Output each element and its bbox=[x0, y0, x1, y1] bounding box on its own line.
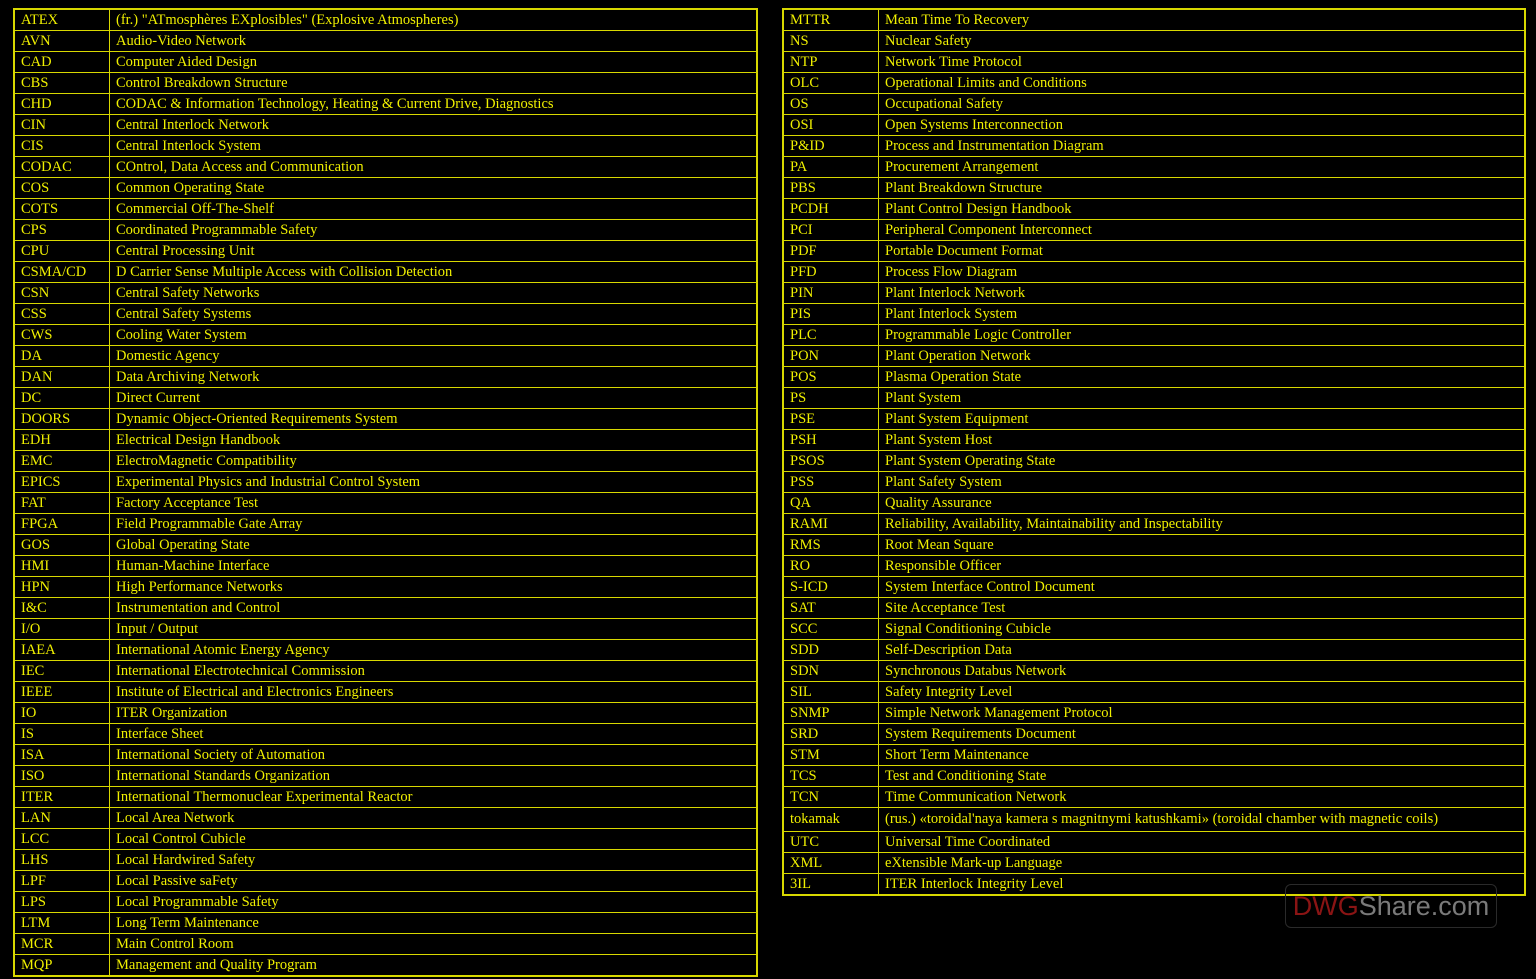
acronym-cell: ITER bbox=[14, 787, 110, 808]
definition-cell: Local Passive saFety bbox=[110, 871, 758, 892]
definition-cell: Factory Acceptance Test bbox=[110, 493, 758, 514]
acronym-cell: LTM bbox=[14, 913, 110, 934]
table-row bbox=[783, 703, 1525, 724]
table-row bbox=[14, 787, 757, 808]
definition-cell: International Society of Automation bbox=[110, 745, 758, 766]
acronym-cell: PDF bbox=[783, 241, 879, 262]
acronym-cell: HMI bbox=[14, 556, 110, 577]
table-row bbox=[14, 115, 757, 136]
acronym-cell: PSE bbox=[783, 409, 879, 430]
acronym-cell: DC bbox=[14, 388, 110, 409]
acronym-cell: NS bbox=[783, 31, 879, 52]
table-row bbox=[14, 94, 757, 115]
table-row bbox=[783, 304, 1525, 325]
definition-cell: Plant Control Design Handbook bbox=[879, 199, 1526, 220]
table-row bbox=[783, 745, 1525, 766]
table-row bbox=[783, 241, 1525, 262]
table-row bbox=[14, 430, 757, 451]
definition-cell: Main Control Room bbox=[110, 934, 758, 955]
acronym-cell: XML bbox=[783, 853, 879, 874]
definition-cell: Self-Description Data bbox=[879, 640, 1526, 661]
table-row bbox=[14, 556, 757, 577]
acronym-cell: POS bbox=[783, 367, 879, 388]
definition-cell: Domestic Agency bbox=[110, 346, 758, 367]
acronym-cell: I&C bbox=[14, 598, 110, 619]
table-row bbox=[783, 514, 1525, 535]
table-row bbox=[14, 808, 757, 829]
definition-cell: Process and Instrumentation Diagram bbox=[879, 136, 1526, 157]
definition-cell: International Thermonuclear Experimental Reactor bbox=[110, 787, 758, 808]
acronym-cell: PCDH bbox=[783, 199, 879, 220]
definition-cell: Site Acceptance Test bbox=[879, 598, 1526, 619]
table-row bbox=[783, 853, 1525, 874]
acronym-cell: STM bbox=[783, 745, 879, 766]
definition-cell: Operational Limits and Conditions bbox=[879, 73, 1526, 94]
definition-cell: Audio-Video Network bbox=[110, 31, 758, 52]
definition-cell: Institute of Electrical and Electronics Engineers bbox=[110, 682, 758, 703]
acronym-cell: MCR bbox=[14, 934, 110, 955]
acronym-cell: TCS bbox=[783, 766, 879, 787]
definition-cell: Dynamic Object-Oriented Requirements System bbox=[110, 409, 758, 430]
table-row bbox=[783, 598, 1525, 619]
acronym-table-right bbox=[782, 8, 1526, 896]
definition-cell: Network Time Protocol bbox=[879, 52, 1526, 73]
acronym-cell: SAT bbox=[783, 598, 879, 619]
definition-cell: Experimental Physics and Industrial Control System bbox=[110, 472, 758, 493]
definition-cell: Plant System Operating State bbox=[879, 451, 1526, 472]
definition-cell: Time Communication Network bbox=[879, 787, 1526, 808]
table-row bbox=[14, 304, 757, 325]
definition-cell: Quality Assurance bbox=[879, 493, 1526, 514]
table-row bbox=[14, 514, 757, 535]
acronym-cell: IS bbox=[14, 724, 110, 745]
watermark-part1: DWG bbox=[1292, 891, 1359, 921]
table-row bbox=[14, 136, 757, 157]
acronym-cell: SNMP bbox=[783, 703, 879, 724]
acronym-cell: CHD bbox=[14, 94, 110, 115]
acronym-cell: CSS bbox=[14, 304, 110, 325]
definition-cell: Plant Operation Network bbox=[879, 346, 1526, 367]
table-row bbox=[783, 31, 1525, 52]
table-row bbox=[783, 808, 1525, 832]
definition-cell: Short Term Maintenance bbox=[879, 745, 1526, 766]
table-row bbox=[783, 556, 1525, 577]
table-row bbox=[783, 157, 1525, 178]
acronym-cell: CIN bbox=[14, 115, 110, 136]
definition-cell: (rus.) «toroidal'naya kamera s magnitnymi katushkami» (toroidal chamber with magnetic coils) bbox=[879, 808, 1526, 832]
table-row bbox=[14, 199, 757, 220]
definition-cell: Nuclear Safety bbox=[879, 31, 1526, 52]
acronym-cell: COS bbox=[14, 178, 110, 199]
acronym-cell: CODAC bbox=[14, 157, 110, 178]
table-row bbox=[783, 325, 1525, 346]
definition-cell: Computer Aided Design bbox=[110, 52, 758, 73]
table-row bbox=[14, 724, 757, 745]
table-row bbox=[783, 832, 1525, 853]
table-row bbox=[783, 409, 1525, 430]
definition-cell: International Atomic Energy Agency bbox=[110, 640, 758, 661]
table-row bbox=[14, 829, 757, 850]
acronym-cell: CBS bbox=[14, 73, 110, 94]
acronym-cell: IAEA bbox=[14, 640, 110, 661]
acronym-cell: LCC bbox=[14, 829, 110, 850]
definition-cell: Long Term Maintenance bbox=[110, 913, 758, 934]
acronym-cell: LPS bbox=[14, 892, 110, 913]
table-row bbox=[14, 283, 757, 304]
table-row bbox=[783, 577, 1525, 598]
definition-cell: Test and Conditioning State bbox=[879, 766, 1526, 787]
acronym-cell: OLC bbox=[783, 73, 879, 94]
definition-cell: Management and Quality Program bbox=[110, 955, 758, 977]
definition-cell: Universal Time Coordinated bbox=[879, 832, 1526, 853]
table-row bbox=[783, 682, 1525, 703]
definition-cell: Local Control Cubicle bbox=[110, 829, 758, 850]
acronym-cell: LPF bbox=[14, 871, 110, 892]
table-row bbox=[14, 472, 757, 493]
definition-cell: System Interface Control Document bbox=[879, 577, 1526, 598]
acronym-cell: EMC bbox=[14, 451, 110, 472]
table-row bbox=[14, 661, 757, 682]
table-row bbox=[783, 9, 1525, 31]
acronym-cell: HPN bbox=[14, 577, 110, 598]
definition-cell: Simple Network Management Protocol bbox=[879, 703, 1526, 724]
acronym-cell: PSH bbox=[783, 430, 879, 451]
acronym-cell: PA bbox=[783, 157, 879, 178]
acronym-cell: PLC bbox=[783, 325, 879, 346]
acronym-cell: CAD bbox=[14, 52, 110, 73]
definition-cell: Root Mean Square bbox=[879, 535, 1526, 556]
table-row bbox=[14, 577, 757, 598]
definition-cell: Commercial Off-The-Shelf bbox=[110, 199, 758, 220]
acronym-cell: PSOS bbox=[783, 451, 879, 472]
definition-cell: High Performance Networks bbox=[110, 577, 758, 598]
table-row bbox=[783, 52, 1525, 73]
table-row bbox=[783, 724, 1525, 745]
table-row bbox=[783, 94, 1525, 115]
definition-cell: Signal Conditioning Cubicle bbox=[879, 619, 1526, 640]
acronym-cell: IEEE bbox=[14, 682, 110, 703]
acronym-cell: OSI bbox=[783, 115, 879, 136]
definition-cell: Central Processing Unit bbox=[110, 241, 758, 262]
acronym-cell: 3IL bbox=[783, 874, 879, 896]
table-row bbox=[783, 262, 1525, 283]
definition-cell: Data Archiving Network bbox=[110, 367, 758, 388]
definition-cell: Local Hardwired Safety bbox=[110, 850, 758, 871]
table-row bbox=[14, 220, 757, 241]
acronym-cell: PIN bbox=[783, 283, 879, 304]
table-row bbox=[14, 850, 757, 871]
acronym-cell: RO bbox=[783, 556, 879, 577]
definition-cell: Field Programmable Gate Array bbox=[110, 514, 758, 535]
definition-cell: International Electrotechnical Commission bbox=[110, 661, 758, 682]
acronym-cell: PCI bbox=[783, 220, 879, 241]
table-row bbox=[14, 451, 757, 472]
definition-cell: Plant Interlock Network bbox=[879, 283, 1526, 304]
table-row bbox=[14, 871, 757, 892]
acronym-cell: PBS bbox=[783, 178, 879, 199]
acronym-cell: OS bbox=[783, 94, 879, 115]
table-row bbox=[14, 493, 757, 514]
definition-cell: Occupational Safety bbox=[879, 94, 1526, 115]
table-row bbox=[14, 766, 757, 787]
definition-cell: Direct Current bbox=[110, 388, 758, 409]
table-row bbox=[783, 661, 1525, 682]
definition-cell: Plant Breakdown Structure bbox=[879, 178, 1526, 199]
acronym-cell: PSS bbox=[783, 472, 879, 493]
acronym-cell: LAN bbox=[14, 808, 110, 829]
acronym-cell: CPS bbox=[14, 220, 110, 241]
acronym-cell: EPICS bbox=[14, 472, 110, 493]
table-row bbox=[14, 955, 757, 977]
acronym-cell: RAMI bbox=[783, 514, 879, 535]
acronym-cell: MTTR bbox=[783, 9, 879, 31]
acronym-cell: IO bbox=[14, 703, 110, 724]
table-row bbox=[783, 115, 1525, 136]
definition-cell: System Requirements Document bbox=[879, 724, 1526, 745]
acronym-cell: MQP bbox=[14, 955, 110, 977]
table-row bbox=[14, 598, 757, 619]
acronym-cell: CIS bbox=[14, 136, 110, 157]
definition-cell: Electrical Design Handbook bbox=[110, 430, 758, 451]
definition-cell: Global Operating State bbox=[110, 535, 758, 556]
definition-cell: Responsible Officer bbox=[879, 556, 1526, 577]
definition-cell: Human-Machine Interface bbox=[110, 556, 758, 577]
acronym-cell: COTS bbox=[14, 199, 110, 220]
table-row bbox=[783, 493, 1525, 514]
acronym-cell: DOORS bbox=[14, 409, 110, 430]
table-row bbox=[783, 472, 1525, 493]
definition-cell: Central Safety Networks bbox=[110, 283, 758, 304]
definition-cell: eXtensible Mark-up Language bbox=[879, 853, 1526, 874]
definition-cell: D Carrier Sense Multiple Access with Collision Detection bbox=[110, 262, 758, 283]
table-row bbox=[783, 535, 1525, 556]
definition-cell: Plant Interlock System bbox=[879, 304, 1526, 325]
definition-cell: Central Safety Systems bbox=[110, 304, 758, 325]
acronym-cell: CSN bbox=[14, 283, 110, 304]
acronym-cell: QA bbox=[783, 493, 879, 514]
acronym-cell: ISA bbox=[14, 745, 110, 766]
acronym-cell: PFD bbox=[783, 262, 879, 283]
table-row bbox=[14, 346, 757, 367]
acronym-cell: PIS bbox=[783, 304, 879, 325]
acronym-cell: PS bbox=[783, 388, 879, 409]
table-row bbox=[14, 52, 757, 73]
definition-cell: International Standards Organization bbox=[110, 766, 758, 787]
table-row bbox=[783, 367, 1525, 388]
acronym-cell: SRD bbox=[783, 724, 879, 745]
table-row bbox=[14, 241, 757, 262]
acronym-cell: NTP bbox=[783, 52, 879, 73]
table-row bbox=[783, 430, 1525, 451]
definition-cell: Programmable Logic Controller bbox=[879, 325, 1526, 346]
definition-cell: Safety Integrity Level bbox=[879, 682, 1526, 703]
acronym-cell: CSMA/CD bbox=[14, 262, 110, 283]
table-row bbox=[783, 640, 1525, 661]
acronym-cell: CPU bbox=[14, 241, 110, 262]
definition-cell: Procurement Arrangement bbox=[879, 157, 1526, 178]
acronym-cell: DA bbox=[14, 346, 110, 367]
definition-cell: Local Programmable Safety bbox=[110, 892, 758, 913]
acronym-cell: ISO bbox=[14, 766, 110, 787]
acronym-cell: TCN bbox=[783, 787, 879, 808]
table-row bbox=[783, 73, 1525, 94]
table-row bbox=[14, 640, 757, 661]
table-row bbox=[783, 283, 1525, 304]
table-row bbox=[14, 892, 757, 913]
definition-cell: Coordinated Programmable Safety bbox=[110, 220, 758, 241]
definition-cell: Plasma Operation State bbox=[879, 367, 1526, 388]
definition-cell: Plant System Host bbox=[879, 430, 1526, 451]
acronym-cell: SIL bbox=[783, 682, 879, 703]
watermark-part2: Share.com bbox=[1358, 891, 1490, 921]
table-row bbox=[783, 766, 1525, 787]
table-row bbox=[14, 73, 757, 94]
definition-cell: Input / Output bbox=[110, 619, 758, 640]
definition-cell: ITER Interlock Integrity Level bbox=[879, 874, 1526, 896]
table-row bbox=[14, 619, 757, 640]
table-row bbox=[14, 388, 757, 409]
definition-cell: Reliability, Availability, Maintainability and Inspectability bbox=[879, 514, 1526, 535]
acronym-cell: P&ID bbox=[783, 136, 879, 157]
dwgshare-watermark-logo bbox=[1285, 884, 1497, 928]
definition-cell: COntrol, Data Access and Communication bbox=[110, 157, 758, 178]
table-row bbox=[14, 9, 757, 31]
acronym-cell: RMS bbox=[783, 535, 879, 556]
table-row bbox=[783, 388, 1525, 409]
definition-cell: Peripheral Component Interconnect bbox=[879, 220, 1526, 241]
definition-cell: Plant System bbox=[879, 388, 1526, 409]
table-row bbox=[783, 787, 1525, 808]
table-row bbox=[14, 913, 757, 934]
acronym-cell: EDH bbox=[14, 430, 110, 451]
acronym-cell: GOS bbox=[14, 535, 110, 556]
definition-cell: Open Systems Interconnection bbox=[879, 115, 1526, 136]
table-row bbox=[783, 199, 1525, 220]
definition-cell: Portable Document Format bbox=[879, 241, 1526, 262]
acronym-cell: UTC bbox=[783, 832, 879, 853]
acronym-cell: ATEX bbox=[14, 9, 110, 31]
acronym-cell: SDN bbox=[783, 661, 879, 682]
acronym-cell: FPGA bbox=[14, 514, 110, 535]
table-row bbox=[14, 745, 757, 766]
definition-cell: Central Interlock System bbox=[110, 136, 758, 157]
definition-cell: Synchronous Databus Network bbox=[879, 661, 1526, 682]
definition-cell: Process Flow Diagram bbox=[879, 262, 1526, 283]
table-row bbox=[14, 703, 757, 724]
table-row bbox=[783, 178, 1525, 199]
definition-cell: ITER Organization bbox=[110, 703, 758, 724]
definition-cell: ElectroMagnetic Compatibility bbox=[110, 451, 758, 472]
table-row bbox=[783, 619, 1525, 640]
acronym-cell: SCC bbox=[783, 619, 879, 640]
table-row bbox=[14, 682, 757, 703]
table-row bbox=[14, 535, 757, 556]
acronym-table-left bbox=[13, 8, 758, 977]
table-row bbox=[783, 346, 1525, 367]
table-row bbox=[14, 325, 757, 346]
table-row bbox=[783, 451, 1525, 472]
definition-cell: CODAC & Information Technology, Heating & Current Drive, Diagnostics bbox=[110, 94, 758, 115]
table-row bbox=[14, 409, 757, 430]
table-row bbox=[14, 178, 757, 199]
definition-cell: (fr.) "ATmosphères EXplosibles" (Explosive Atmospheres) bbox=[110, 9, 758, 31]
table-row bbox=[14, 934, 757, 955]
table-row bbox=[783, 220, 1525, 241]
acronym-cell: PON bbox=[783, 346, 879, 367]
acronym-cell: AVN bbox=[14, 31, 110, 52]
acronym-cell: SDD bbox=[783, 640, 879, 661]
table-row bbox=[14, 262, 757, 283]
definition-cell: Interface Sheet bbox=[110, 724, 758, 745]
table-row bbox=[14, 157, 757, 178]
acronym-cell: IEC bbox=[14, 661, 110, 682]
definition-cell: Plant Safety System bbox=[879, 472, 1526, 493]
acronym-cell: FAT bbox=[14, 493, 110, 514]
definition-cell: Cooling Water System bbox=[110, 325, 758, 346]
definition-cell: Central Interlock Network bbox=[110, 115, 758, 136]
definition-cell: Local Area Network bbox=[110, 808, 758, 829]
acronym-cell: CWS bbox=[14, 325, 110, 346]
table-row bbox=[783, 136, 1525, 157]
table-row bbox=[14, 367, 757, 388]
acronym-cell: DAN bbox=[14, 367, 110, 388]
definition-cell: Common Operating State bbox=[110, 178, 758, 199]
definition-cell: Instrumentation and Control bbox=[110, 598, 758, 619]
acronym-cell: tokamak bbox=[783, 808, 879, 832]
acronym-cell: I/O bbox=[14, 619, 110, 640]
table-row bbox=[14, 31, 757, 52]
acronym-cell: LHS bbox=[14, 850, 110, 871]
definition-cell: Mean Time To Recovery bbox=[879, 9, 1526, 31]
definition-cell: Plant System Equipment bbox=[879, 409, 1526, 430]
definition-cell: Control Breakdown Structure bbox=[110, 73, 758, 94]
acronym-cell: S-ICD bbox=[783, 577, 879, 598]
